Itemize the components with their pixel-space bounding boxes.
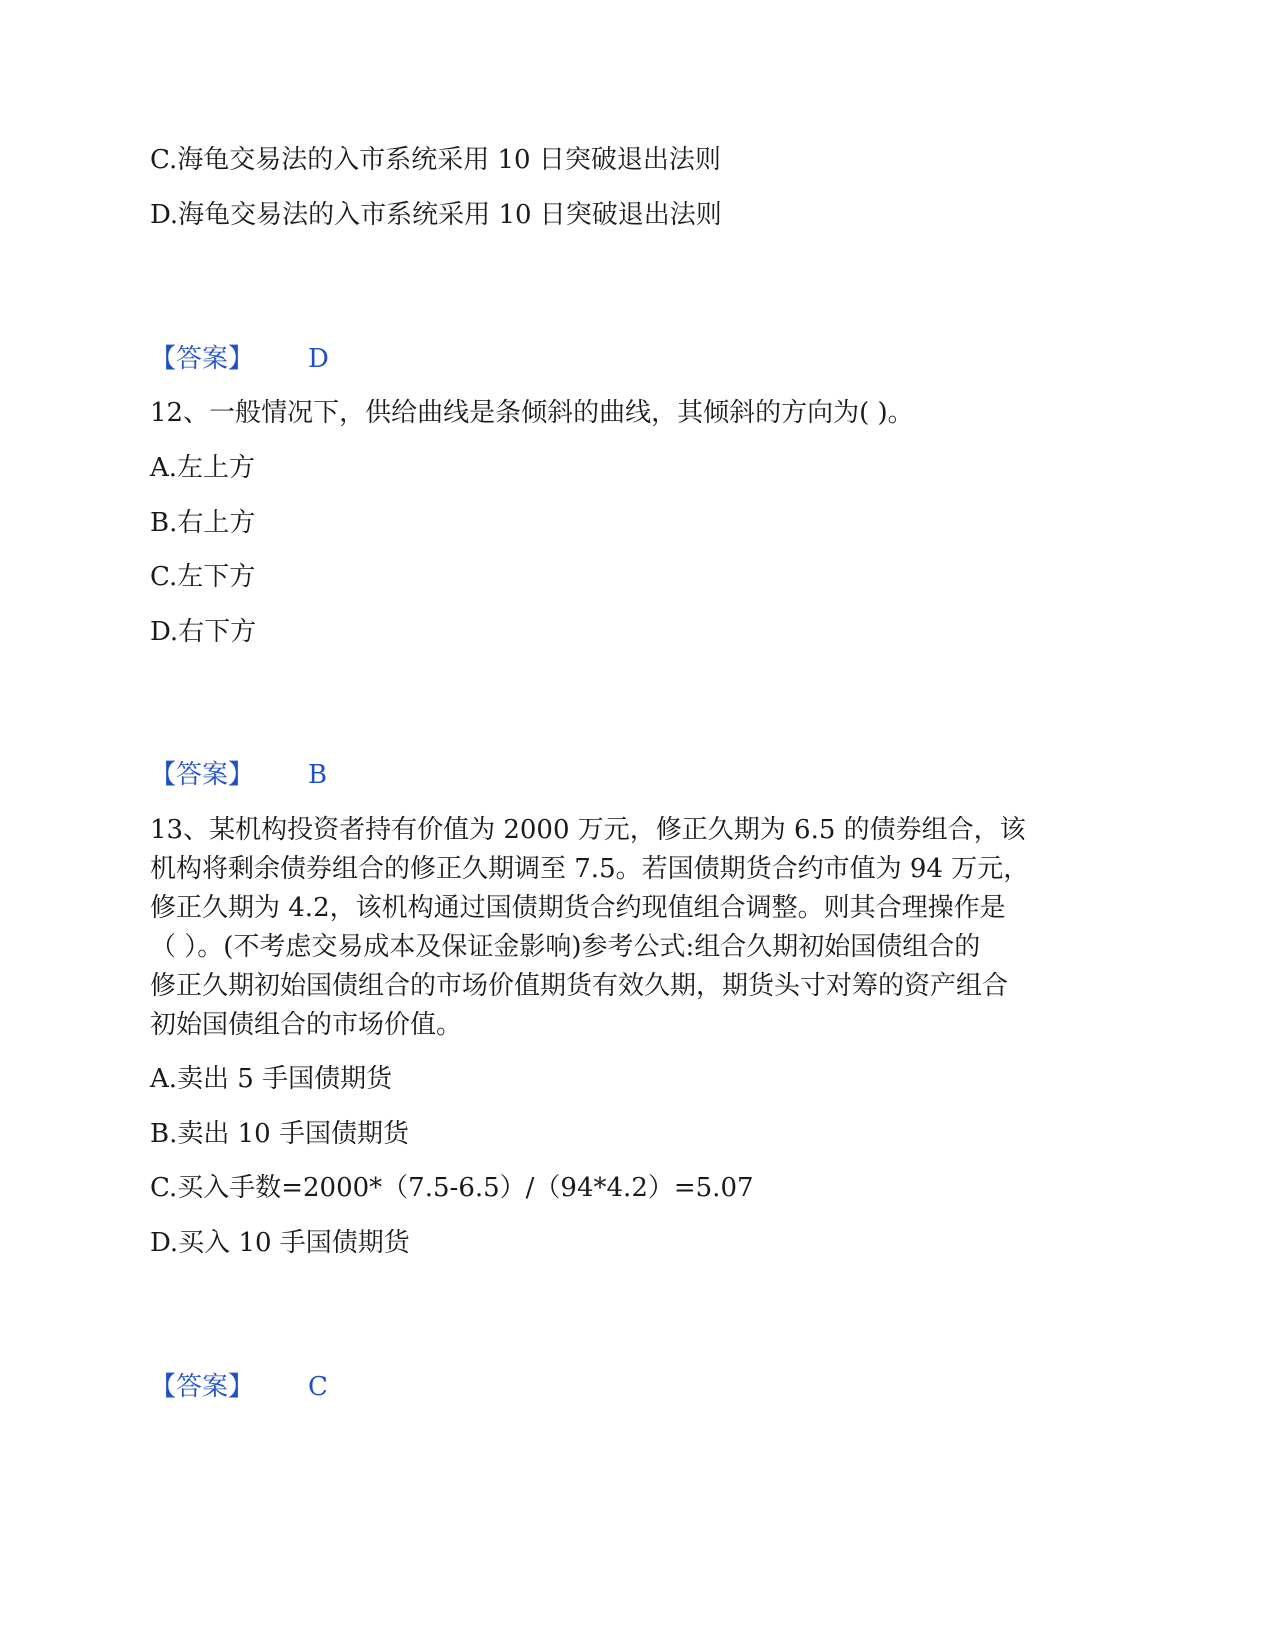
q13-stem-line: 13、某机构投资者持有价值为 2000 万元，修正久期为 6.5 的债券组合，该 — [150, 815, 1026, 845]
q12-answer-value: B — [308, 760, 328, 790]
answer-label: 【答案】 — [150, 344, 255, 374]
q11-option-c: C.海龟交易法的入市系统采用 10 日突破退出法则 — [150, 145, 721, 175]
q13-answer-row — [150, 1372, 254, 1402]
q11-option-d: D.海龟交易法的入市系统采用 10 日突破退出法则 — [150, 200, 722, 230]
q11-answer-row — [150, 344, 254, 374]
q13-option-b: B.卖出 10 手国债期货 — [150, 1119, 409, 1149]
q12-answer-row — [150, 760, 254, 790]
q12-option-a: A.左上方 — [150, 453, 256, 483]
q12-stem: 12、一般情况下，供给曲线是条倾斜的曲线，其倾斜的方向为( )。 — [150, 398, 914, 428]
q13-answer-value: C — [308, 1372, 328, 1402]
q12-option-c: C.左下方 — [150, 562, 256, 592]
q13-stem-line: 修正久期初始国债组合的市场价值期货有效久期，期货头寸对筹的资产组合 — [150, 971, 1009, 1001]
q13-stem-line: 机构将剩余债券组合的修正久期调至 7.5。若国债期货合约市值为 94 万元， — [150, 854, 1030, 884]
q13-stem-line: （ ）。(不考虑交易成本及保证金影响)参考公式:组合久期初始国债组合的 — [150, 932, 981, 962]
answer-label: 【答案】 — [150, 760, 255, 790]
q13-option-c: C.买入手数=2000*（7.5-6.5）/（94*4.2）=5.07 — [150, 1173, 754, 1203]
q11-answer-value: D — [308, 344, 329, 374]
answer-label: 【答案】 — [150, 1372, 255, 1402]
q13-option-d: D.买入 10 手国债期货 — [150, 1228, 410, 1258]
q13-option-a: A.卖出 5 手国债期货 — [150, 1064, 393, 1094]
q12-option-b: B.右上方 — [150, 508, 256, 538]
q13-stem-line: 初始国债组合的市场价值。 — [150, 1010, 463, 1040]
q12-option-d: D.右下方 — [150, 617, 257, 647]
q13-stem-line: 修正久期为 4.2，该机构通过国债期货合约现值组合调整。则其合理操作是 — [150, 893, 1006, 923]
